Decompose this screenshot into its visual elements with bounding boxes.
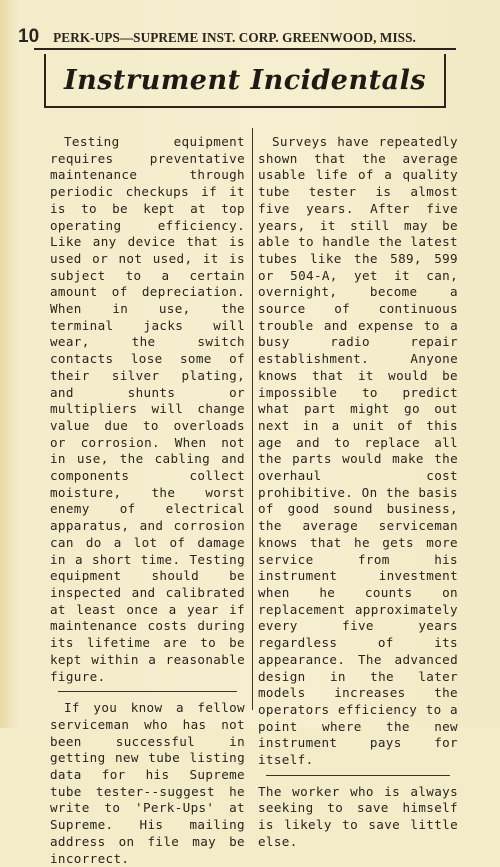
column-divider	[252, 128, 253, 710]
left-paragraph-maintenance: Testing equipment requires preventative maintenance through periodic checkups if it is to be kept at top operating efficiency. Like any device that is used or not used, it is subject to a certain amount of depreciation. When in use, the terminal jacks will wear, the switch contacts lose some of their silver plating, and shunts or multipliers will change value due to overloads or corrosion. When not in use, the cabling and components collect moisture, the worst enemy of electrical apparatus, and corrosion can do a lot of damage in a short time. Testing equipment should be inspected and calibrated at least once a year if maintenance costs during its lifetime are to be kept within a reasonable figure.	[50, 134, 245, 684]
right-separator-rule	[266, 775, 450, 776]
right-column	[258, 134, 458, 851]
right-paragraph-surveys: Surveys have repeatedly shown that the average usable life of a quality tube tester is almost five years. After five years, it still may be able to handle the latest tubes like the 589, 599 or 504-A, yet it can, overnight, become a source of continuous trouble and expense to a busy radio repair establishment. Anyone knows that it would be impossible to predict what part might go out next in a unit of this age and to replace all the parts would make the overhaul cost prohibitive. On the basis of good sound business, the average serviceman knows that he gets more service from his instrument investment when he counts on replacement approximately every five years regardless of its appearance. The advanced design in the later models increases the operators efficiency to a point where the new instrument pays for itself.	[258, 134, 458, 768]
left-separator-rule	[58, 691, 237, 692]
left-column	[50, 134, 245, 867]
title-box	[44, 54, 446, 108]
page-number: 10	[18, 26, 40, 47]
right-quote: The worker who is always seeking to save himself is likely to save little else.	[258, 783, 458, 849]
article-title: Instrument Incidentals	[63, 64, 427, 96]
page-header	[18, 26, 482, 48]
running-head: PERK-UPS—SUPREME INST. CORP. GREENWOOD, MISS.	[53, 30, 416, 45]
left-paragraph-tube-listing: If you know a fellow serviceman who has not been successful in getting new tube listing data for his Supreme tube tester--suggest he write to 'Perk-Ups' at Supreme. His mailing address on file may be incorrect.	[50, 700, 245, 866]
